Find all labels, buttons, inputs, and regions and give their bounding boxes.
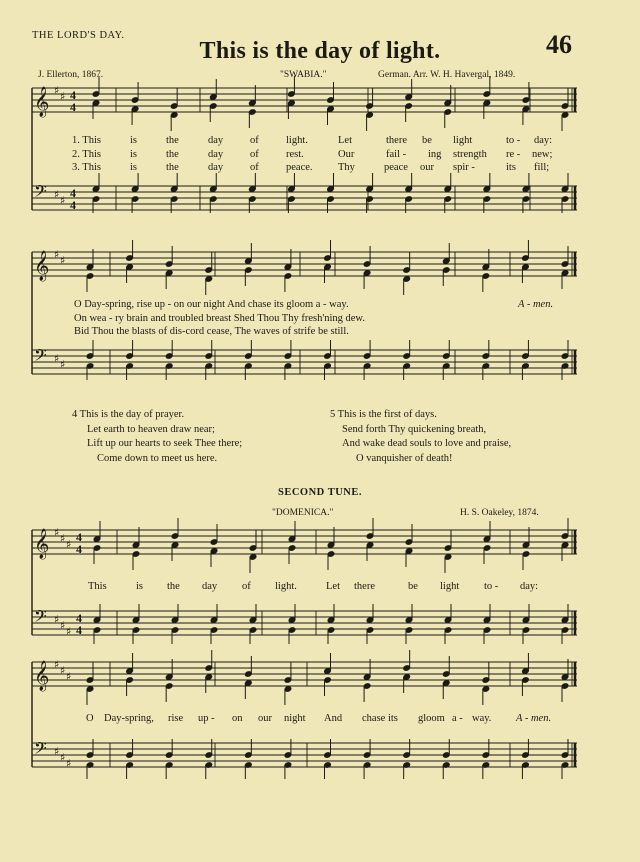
author-credit: J. Ellerton, 1867. [38,70,104,80]
lyric: spir - [453,162,475,173]
svg-text:♯: ♯ [66,625,72,638]
lyric: day [208,149,224,160]
svg-text:♯: ♯ [60,532,66,545]
lyric: day: [534,135,553,146]
verse-line: 5 This is the first of days. [330,409,437,420]
lyric: is [130,135,138,146]
svg-text:4: 4 [76,542,82,556]
lyric: chase its [362,713,398,724]
lyric: light [453,135,473,146]
svg-text:𝄢: 𝄢 [34,181,47,205]
svg-text:♯: ♯ [66,757,72,770]
svg-text:♯: ♯ [60,751,66,764]
lyric: O [86,713,94,724]
lyric: on [232,713,243,724]
svg-text:♯: ♯ [60,358,66,371]
verse-5 [330,408,511,466]
svg-text:♯: ♯ [54,745,60,758]
lyric: new; [532,149,553,160]
lyric: of [250,135,259,146]
verse-4 [72,408,242,466]
verse-line: Come down to meet us here. [97,452,218,464]
lyric: to - [484,581,499,592]
lyric: the [166,135,179,146]
lyric: a - [452,713,463,724]
svg-text:♯: ♯ [66,538,72,551]
svg-text:𝄞: 𝄞 [34,661,50,691]
lyric: of [250,162,259,173]
lyric: And [324,713,343,724]
lyric: of [242,581,251,592]
lyric: fill; [534,162,550,173]
lyric: up - [198,713,215,724]
lyric: light. [275,581,297,592]
lyric: our [420,162,434,173]
svg-text:4: 4 [70,198,76,212]
section-heading: THE LORD'S DAY. [32,30,125,41]
hymn-title: This is the day of light. [199,38,441,64]
second-tune-name: "DOMENICA." [272,508,334,518]
lyric: Let [338,135,352,146]
lyric: is [130,162,138,173]
lyric: day [208,135,224,146]
verse-line: Lift up our hearts to seek Thee there; [87,438,243,449]
svg-text:𝄢: 𝄢 [34,606,47,630]
lyric: Thy [338,162,355,173]
lyric: Day-spring, [104,713,154,724]
lyric: peace [384,162,408,173]
lyric: ing [428,149,442,160]
lyric: 1. This [72,135,101,146]
svg-text:♯: ♯ [60,254,66,267]
lyric: gloom [418,713,445,724]
svg-text:4: 4 [70,88,76,102]
lyric: light. [286,135,308,146]
lyric: is [136,581,144,592]
svg-text:4: 4 [76,623,82,637]
lyric: to - [506,135,521,146]
svg-text:♯: ♯ [54,248,60,261]
svg-text:𝄞: 𝄞 [34,251,50,281]
lyric: be [422,135,432,146]
lyric: light [440,581,460,592]
svg-text:4: 4 [70,100,76,114]
lyric: re - [506,149,521,160]
verse-line: And wake dead souls to love and praise, [342,438,512,449]
svg-text:𝄞: 𝄞 [34,87,50,117]
lyric: is [130,149,138,160]
amen-text: A - men. [516,713,552,724]
hymn-number: 46 [546,30,572,59]
lyric: the [167,581,180,592]
verse-line: O vanquisher of death! [356,452,453,464]
lyric: day: [520,581,539,592]
svg-text:♯: ♯ [60,90,66,103]
lyric: Let [326,581,340,592]
verse-line: Let earth to heaven draw near; [87,423,215,435]
lyric: rest. [286,149,304,160]
lyric: 3. This [72,162,101,173]
tune-name: "SWABIA." [280,70,327,80]
svg-text:𝄢: 𝄢 [34,345,47,369]
svg-text:𝄞: 𝄞 [34,529,50,559]
lyric: way. [472,713,492,724]
lyric: be [408,581,418,592]
lyric: Our [338,149,355,160]
lyric: night [284,713,306,724]
svg-text:♯: ♯ [60,194,66,207]
svg-text:𝄢: 𝄢 [34,738,47,762]
svg-text:4: 4 [70,186,76,200]
svg-text:♯: ♯ [54,188,60,201]
svg-text:♯: ♯ [60,619,66,632]
svg-text:♯: ♯ [66,670,72,683]
verse-line: 4 This is the day of prayer. [72,409,185,420]
svg-text:♯: ♯ [60,664,66,677]
svg-text:4: 4 [76,530,82,544]
tune1-line2-verse3: Bid Thou the blasts of dis-cord cease, The waves of strife be still. [74,326,349,337]
second-tune-composer: H. S. Oakeley, 1874. [460,508,539,518]
amen-text: A - men. [518,299,554,310]
arranger-credit: German. Arr. W. H. Havergal, 1849. [378,70,516,80]
verse-line: Send forth Thy quickening breath, [342,423,487,435]
lyric: peace. [286,162,313,173]
lyric: fail - [386,149,407,160]
lyric: strength [453,149,487,160]
lyric: the [166,149,179,160]
lyric: day [202,581,218,592]
lyric: its [506,162,516,173]
lyric: there [386,135,407,146]
lyric: 2. This [72,149,101,160]
lyric: of [250,149,259,160]
svg-text:♯: ♯ [54,84,60,97]
tune1-line2-verse2: On wea - ry brain and troubled breast Shed Thou Thy fresh'ning dew. [74,313,365,324]
lyric: rise [168,713,184,724]
lyric: the [166,162,179,173]
lyric: our [258,713,272,724]
second-tune-heading: SECOND TUNE. [278,487,362,498]
svg-text:♯: ♯ [54,352,60,365]
lyric: This [88,581,107,592]
svg-text:♯: ♯ [54,526,60,539]
lyric: day [208,162,224,173]
svg-text:♯: ♯ [54,613,60,626]
tune1-line2-verse1: O Day-spring, rise up - on our night And chase its gloom a - way. [74,299,349,310]
lyric: there [354,581,375,592]
svg-text:4: 4 [76,611,82,625]
svg-text:♯: ♯ [54,658,60,671]
